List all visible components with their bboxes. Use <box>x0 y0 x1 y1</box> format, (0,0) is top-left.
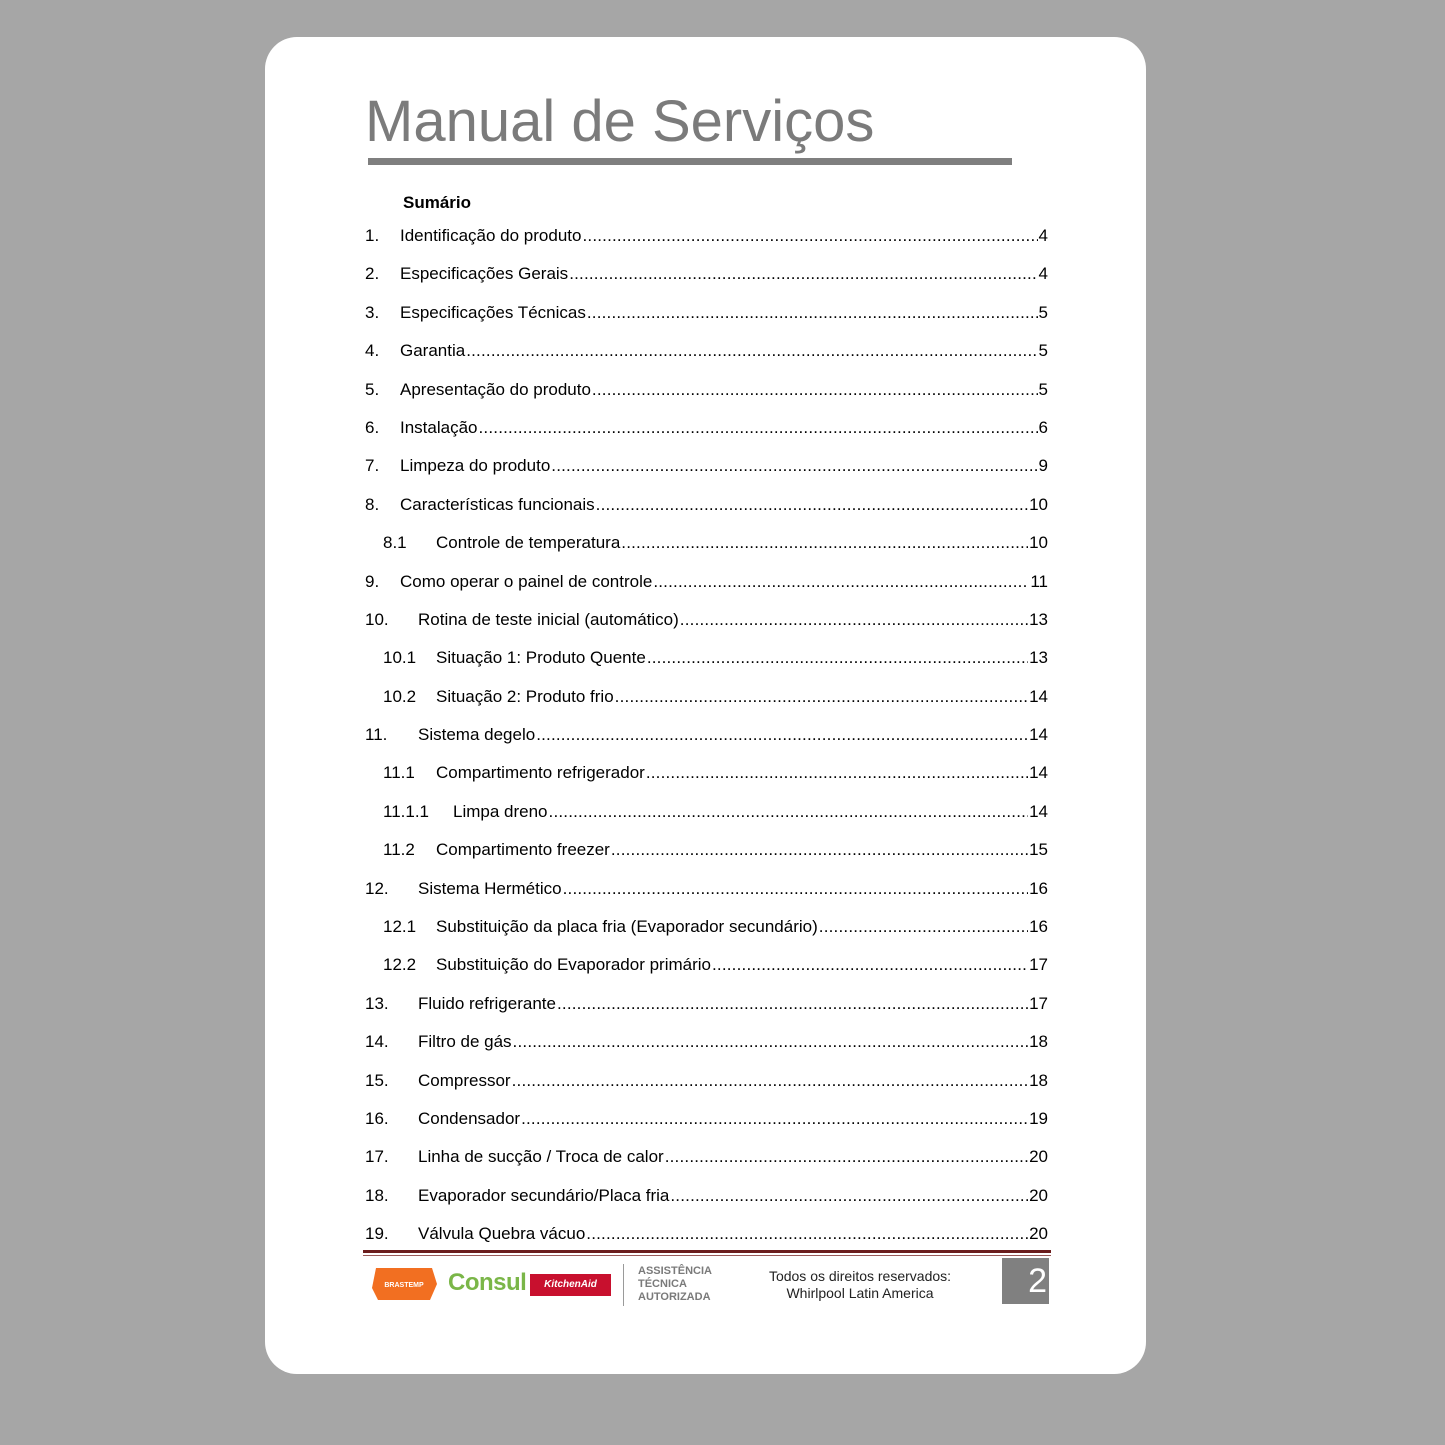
page-title: Manual de Serviços <box>365 89 875 154</box>
toc-entry-number: 12.2 <box>383 955 417 975</box>
toc-entry-line <box>400 418 1048 438</box>
toc-entry-page: 16 <box>1029 878 1048 898</box>
toc-dot-leader <box>621 533 1028 553</box>
toc-entry-line <box>418 1147 1048 1167</box>
brastemp-logo <box>370 1266 438 1302</box>
toc-entry[interactable] <box>365 833 1048 871</box>
toc-entry[interactable] <box>365 373 1048 411</box>
toc-entry-line <box>418 610 1048 630</box>
toc-dot-leader <box>611 840 1028 860</box>
toc-entry[interactable] <box>365 1064 1048 1102</box>
toc-entry-line <box>400 303 1048 323</box>
footer-separator <box>623 1264 624 1306</box>
toc-entry-line <box>436 840 1048 860</box>
toc-entry-line <box>436 763 1048 783</box>
toc-entry-label: Especificações Técnicas <box>400 302 586 322</box>
toc-entry-label: Controle de temperatura <box>436 533 621 553</box>
toc-entry-line <box>436 533 1048 553</box>
toc-entry-number: 12.1 <box>383 917 417 937</box>
toc-entry-label: Limpa dreno <box>453 801 548 821</box>
toc-entry[interactable] <box>365 257 1048 295</box>
toc-entry[interactable] <box>365 910 1048 948</box>
toc-entry[interactable] <box>365 334 1048 372</box>
toc-entry-page: 14 <box>1029 801 1048 821</box>
consul-logo: Consul <box>448 1269 527 1296</box>
toc-dot-leader <box>466 341 1037 361</box>
toc-entry-page: 10 <box>1029 533 1048 553</box>
toc-entry-label: Especificações Gerais <box>400 264 569 284</box>
toc-entry-label: Apresentação do produto <box>400 379 591 399</box>
toc-entry-line <box>400 226 1048 246</box>
toc-dot-leader <box>712 955 1028 975</box>
copyright-notice <box>755 1268 965 1302</box>
toc-dot-leader <box>596 495 1028 515</box>
page-number: 2 <box>1002 1258 1049 1304</box>
toc-entry[interactable] <box>365 565 1048 603</box>
toc-entry-line <box>436 687 1048 707</box>
toc-entry-label: Sistema degelo <box>418 725 536 745</box>
toc-entry-number: 7. <box>365 456 380 476</box>
toc-entry-number: 9. <box>365 571 380 591</box>
toc-entry-page: 4 <box>1038 264 1048 284</box>
toc-entry-label: Filtro de gás <box>418 1032 512 1052</box>
toc-entry[interactable] <box>365 1140 1048 1178</box>
toc-entry[interactable] <box>365 296 1048 334</box>
toc-dot-leader <box>549 802 1029 822</box>
toc-entry-number: 19. <box>365 1224 389 1244</box>
toc-entry-line <box>418 1032 1048 1052</box>
toc-entry-label: Válvula Quebra vácuo <box>418 1224 586 1244</box>
toc-entry-label: Evaporador secundário/Placa fria <box>418 1185 670 1205</box>
toc-heading: Sumário <box>403 193 472 212</box>
toc-entry[interactable] <box>365 795 1048 833</box>
toc-entry-page: 6 <box>1038 417 1048 437</box>
toc-entry-label: Condensador <box>418 1108 521 1128</box>
toc-entry-number: 18. <box>365 1185 389 1205</box>
toc-entry-line <box>400 380 1048 400</box>
toc-entry-label: Compartimento freezer <box>436 840 610 860</box>
toc-entry-label: Rotina de teste inicial (automático) <box>418 609 679 629</box>
toc-entry-page: 5 <box>1038 379 1048 399</box>
toc-entry[interactable] <box>365 488 1048 526</box>
toc-entry-page: 9 <box>1038 456 1048 476</box>
toc-entry-label: Garantia <box>400 341 466 361</box>
toc-entry-label: Compressor <box>418 1070 511 1090</box>
toc-dot-leader <box>563 879 1028 899</box>
toc-dot-leader <box>646 763 1028 783</box>
toc-entry-page: 13 <box>1029 648 1048 668</box>
toc-dot-leader <box>587 303 1038 323</box>
toc-entry-label: Fluido refrigerante <box>418 993 556 1013</box>
toc-entry-number: 14. <box>365 1032 389 1052</box>
toc-entry[interactable] <box>365 603 1048 641</box>
toc-dot-leader <box>592 380 1038 400</box>
kitchenaid-logo: KitchenAid <box>530 1274 611 1296</box>
toc-entry-line <box>436 648 1048 668</box>
toc-dot-leader <box>670 1186 1028 1206</box>
toc-entry-page: 20 <box>1029 1147 1048 1167</box>
toc-entry-number: 16. <box>365 1108 389 1128</box>
toc-entry-number: 17. <box>365 1147 389 1167</box>
toc-entry-number: 10.1 <box>383 648 417 668</box>
toc-entry-page: 11 <box>1030 571 1048 591</box>
toc-dot-leader <box>653 572 1029 592</box>
toc-entry-line <box>418 1071 1048 1091</box>
brastemp-logo-text: BRASTEMP <box>384 1282 424 1289</box>
toc-entry-line <box>418 725 1048 745</box>
toc-entry[interactable] <box>365 1179 1048 1217</box>
toc-entry-page: 18 <box>1029 1032 1048 1052</box>
toc-entry-page: 13 <box>1029 609 1048 629</box>
toc-entry-page: 10 <box>1029 494 1048 514</box>
toc-entry-label: Identificação do produto <box>400 226 582 245</box>
toc-entry-page: 14 <box>1029 686 1048 706</box>
toc-dot-leader <box>680 610 1028 630</box>
toc-entry-label: Linha de sucção / Troca de calor <box>418 1147 664 1167</box>
toc-entry-number: 11.2 <box>383 840 415 860</box>
toc-entry-number: 3. <box>365 302 380 322</box>
toc-entry-line <box>400 495 1048 515</box>
toc-entry-label: Situação 2: Produto frio <box>436 686 614 706</box>
toc-entry-label: Compartimento refrigerador <box>436 763 645 783</box>
toc-entry[interactable] <box>365 756 1048 794</box>
footer-divider <box>363 1250 1051 1253</box>
toc-entry[interactable] <box>365 680 1048 718</box>
toc-entry-page: 4 <box>1038 226 1048 245</box>
toc-dot-leader <box>512 1071 1028 1091</box>
toc-dot-leader <box>586 1224 1028 1244</box>
authorized-service-label <box>638 1265 712 1304</box>
toc-dot-leader <box>665 1147 1028 1167</box>
toc-entry-number: 11.1 <box>383 763 415 783</box>
toc-entry-line <box>418 1186 1048 1206</box>
rights-line-2: Whirlpool Latin America <box>786 1285 934 1301</box>
toc-entry-number: 8. <box>365 494 380 514</box>
toc-entry[interactable] <box>365 449 1048 487</box>
toc-dot-leader <box>536 725 1028 745</box>
toc-dot-leader <box>582 226 1037 246</box>
toc-entry-label: Instalação <box>400 417 478 437</box>
toc-entry-label: Situação 1: Produto Quente <box>436 648 646 668</box>
toc-entry-number: 2. <box>365 264 380 284</box>
toc-entry-line <box>400 456 1048 476</box>
title-underline <box>368 158 1012 165</box>
toc-entry[interactable] <box>365 872 1048 910</box>
toc-entry-number: 10. <box>365 609 389 629</box>
toc-entry-number: 8.1 <box>383 533 407 553</box>
toc-entry[interactable] <box>365 1102 1048 1140</box>
toc-entry-page: 18 <box>1029 1070 1048 1090</box>
toc-entry[interactable] <box>365 526 1048 564</box>
toc-entry-label: Como operar o painel de controle <box>400 571 653 591</box>
toc-entry-label: Sistema Hermético <box>418 878 562 898</box>
toc-entry-page: 14 <box>1029 763 1048 783</box>
toc-entry-line <box>418 1109 1048 1129</box>
toc-entry-line <box>400 264 1048 284</box>
assist-line-1: ASSISTÊNCIA <box>638 1265 712 1277</box>
toc-entry-number: 12. <box>365 878 389 898</box>
toc-entry-page: 14 <box>1029 725 1048 745</box>
toc-entry-label: Limpeza do produto <box>400 456 551 476</box>
toc-entry-page: 20 <box>1029 1224 1048 1244</box>
toc-entry-number: 5. <box>365 379 380 399</box>
toc-dot-leader <box>569 264 1037 284</box>
toc-entry-line <box>400 341 1048 361</box>
toc-dot-leader <box>521 1109 1028 1129</box>
toc-entry-page: 16 <box>1029 917 1048 937</box>
toc-entry[interactable] <box>365 987 1048 1025</box>
toc-entry-line <box>436 917 1048 937</box>
toc-dot-leader <box>551 456 1037 476</box>
toc-entry-line <box>436 955 1048 975</box>
toc-entry-page: 19 <box>1029 1108 1048 1128</box>
toc-entry-line <box>418 994 1048 1014</box>
toc-entry-page: 17 <box>1029 993 1048 1013</box>
toc-entry-page: 5 <box>1038 302 1048 322</box>
table-of-contents <box>365 219 1048 1256</box>
toc-entry-page: 5 <box>1038 341 1048 361</box>
rights-line-1: Todos os direitos reservados: <box>768 1268 952 1284</box>
toc-dot-leader <box>615 687 1028 707</box>
toc-entry-label: Substituição do Evaporador primário <box>436 955 711 975</box>
assist-line-2: TÉCNICA <box>638 1278 687 1290</box>
toc-entry-page: 15 <box>1029 840 1048 860</box>
toc-dot-leader <box>479 418 1038 438</box>
toc-entry-number: 10.2 <box>383 686 417 706</box>
toc-entry-number: 6. <box>365 417 380 437</box>
toc-entry-number: 4. <box>365 341 380 361</box>
toc-entry-line <box>453 802 1048 822</box>
footer-divider-thin <box>363 1255 1051 1256</box>
toc-entry-label: Características funcionais <box>400 494 595 514</box>
document-page <box>265 37 1146 1374</box>
toc-entry-number: 13. <box>365 993 389 1013</box>
toc-entry-line <box>418 879 1048 899</box>
toc-entry[interactable] <box>365 219 1048 257</box>
toc-entry-number: 15. <box>365 1070 389 1090</box>
toc-entry[interactable] <box>365 641 1048 679</box>
toc-entry-line <box>400 572 1048 592</box>
toc-dot-leader <box>557 994 1028 1014</box>
toc-entry-number: 11.1.1 <box>383 801 430 821</box>
toc-entry-label: Substituição da placa fria (Evaporador secundário) <box>436 917 818 937</box>
toc-dot-leader <box>513 1032 1029 1052</box>
toc-entry[interactable] <box>365 1025 1048 1063</box>
toc-dot-leader <box>819 917 1028 937</box>
toc-entry-number: 1. <box>365 226 380 245</box>
toc-entry[interactable] <box>365 411 1048 449</box>
toc-entry-page: 17 <box>1029 955 1048 975</box>
toc-entry-number: 11. <box>365 725 388 745</box>
toc-entry[interactable] <box>365 948 1048 986</box>
toc-entry[interactable] <box>365 718 1048 756</box>
toc-dot-leader <box>647 648 1028 668</box>
toc-entry-line <box>418 1224 1048 1244</box>
assist-line-3: AUTORIZADA <box>638 1291 711 1303</box>
toc-entry-page: 20 <box>1029 1185 1048 1205</box>
